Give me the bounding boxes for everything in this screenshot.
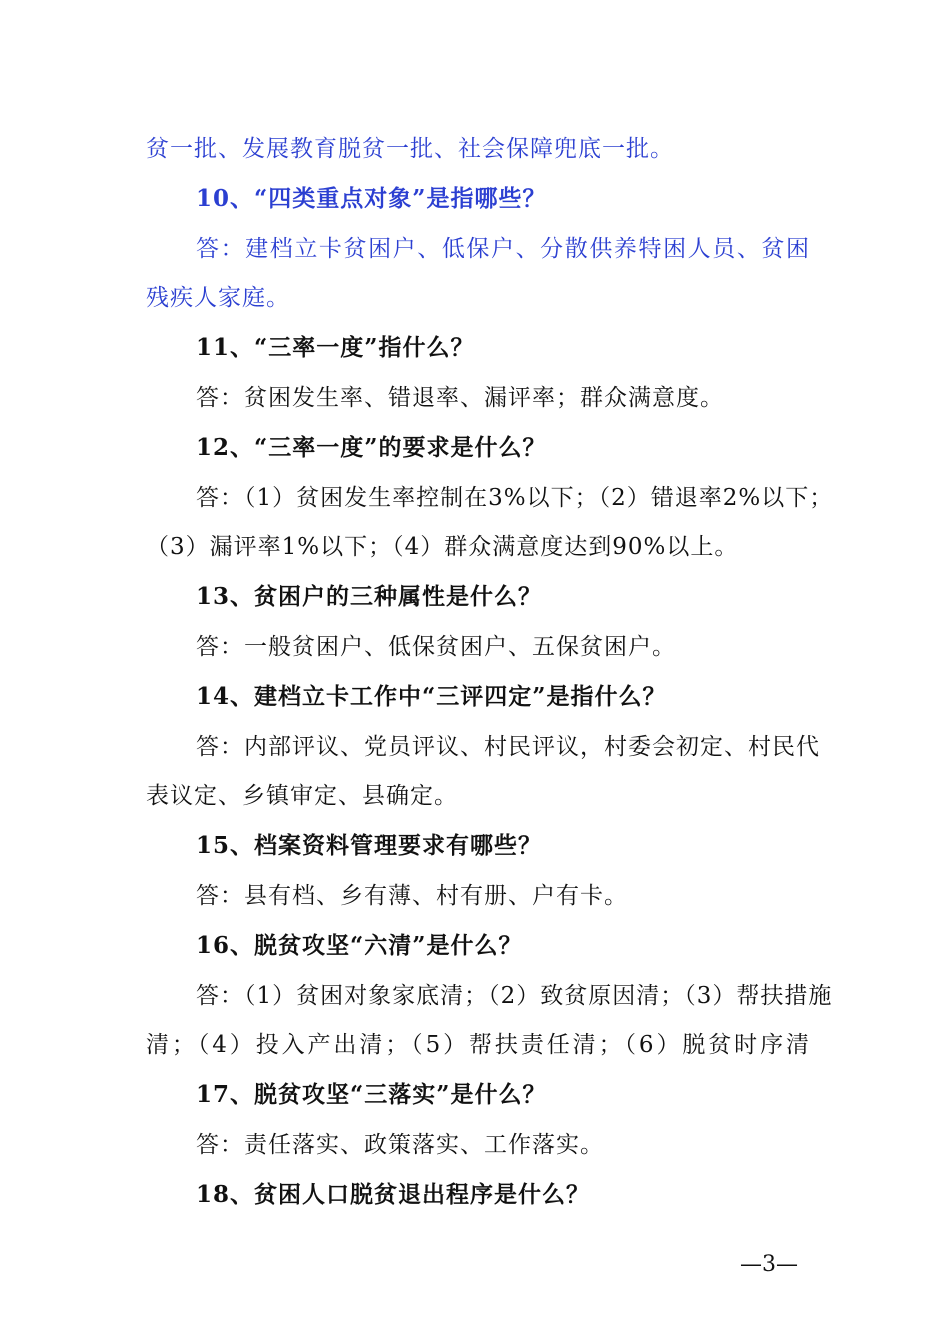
text-line: 答：一般贫困户、低保贫困户、五保贫困户。 (196, 634, 676, 660)
page-number: —3— (740, 1252, 798, 1277)
text-line: 清；（4）投入产出清；（5）帮扶责任清；（6）脱贫时序清 (146, 1032, 810, 1059)
text-line: 答：县有档、乡有薄、村有册、户有卡。 (196, 883, 628, 909)
text-line: （3）漏评率1%以下；（4）群众满意度达到90%以上。 (146, 534, 739, 561)
question-heading: 15、档案资料管理要求有哪些？ (196, 832, 543, 860)
text-line: 答：内部评议、党员评议、村民评议，村委会初定、村民代 (196, 733, 820, 760)
text-line: 残疾人家庭。 (146, 285, 290, 312)
question-heading: 14、建档立卡工作中“三评四定”是指什么？ (196, 682, 667, 710)
text-line: 答：责任落实、政策落实、工作落实。 (196, 1132, 604, 1158)
question-heading: 17、脱贫攻坚“三落实”是什么？ (196, 1081, 547, 1109)
text-line: 答：贫困发生率、错退率、漏评率；群众满意度。 (196, 385, 724, 411)
question-heading: 11、“三率一度”指什么？ (196, 334, 475, 362)
question-heading: 12、“三率一度”的要求是什么？ (196, 433, 547, 461)
text-line: 贫一批、发展教育脱贫一批、社会保障兜底一批。 (146, 136, 674, 162)
text-line: 答：（1）贫困发生率控制在3%以下；（2）错退率2%以下； (196, 484, 834, 511)
question-heading: 13、贫困户的三种属性是什么？ (196, 583, 543, 611)
text-line: 答：建档立卡贫困户、低保户、分散供养特困人员、贫困 (196, 235, 810, 262)
question-heading: 10、“四类重点对象”是指哪些？ (196, 184, 547, 212)
question-heading: 16、脱贫攻坚“六清”是什么？ (196, 931, 523, 959)
question-heading: 18、贫困人口脱贫退出程序是什么？ (196, 1180, 591, 1208)
text-line: 答：（1）贫困对象家底清；（2）致贫原因清；（3）帮扶措施 (196, 982, 833, 1009)
text-line: 表议定、乡镇审定、县确定。 (146, 783, 458, 810)
